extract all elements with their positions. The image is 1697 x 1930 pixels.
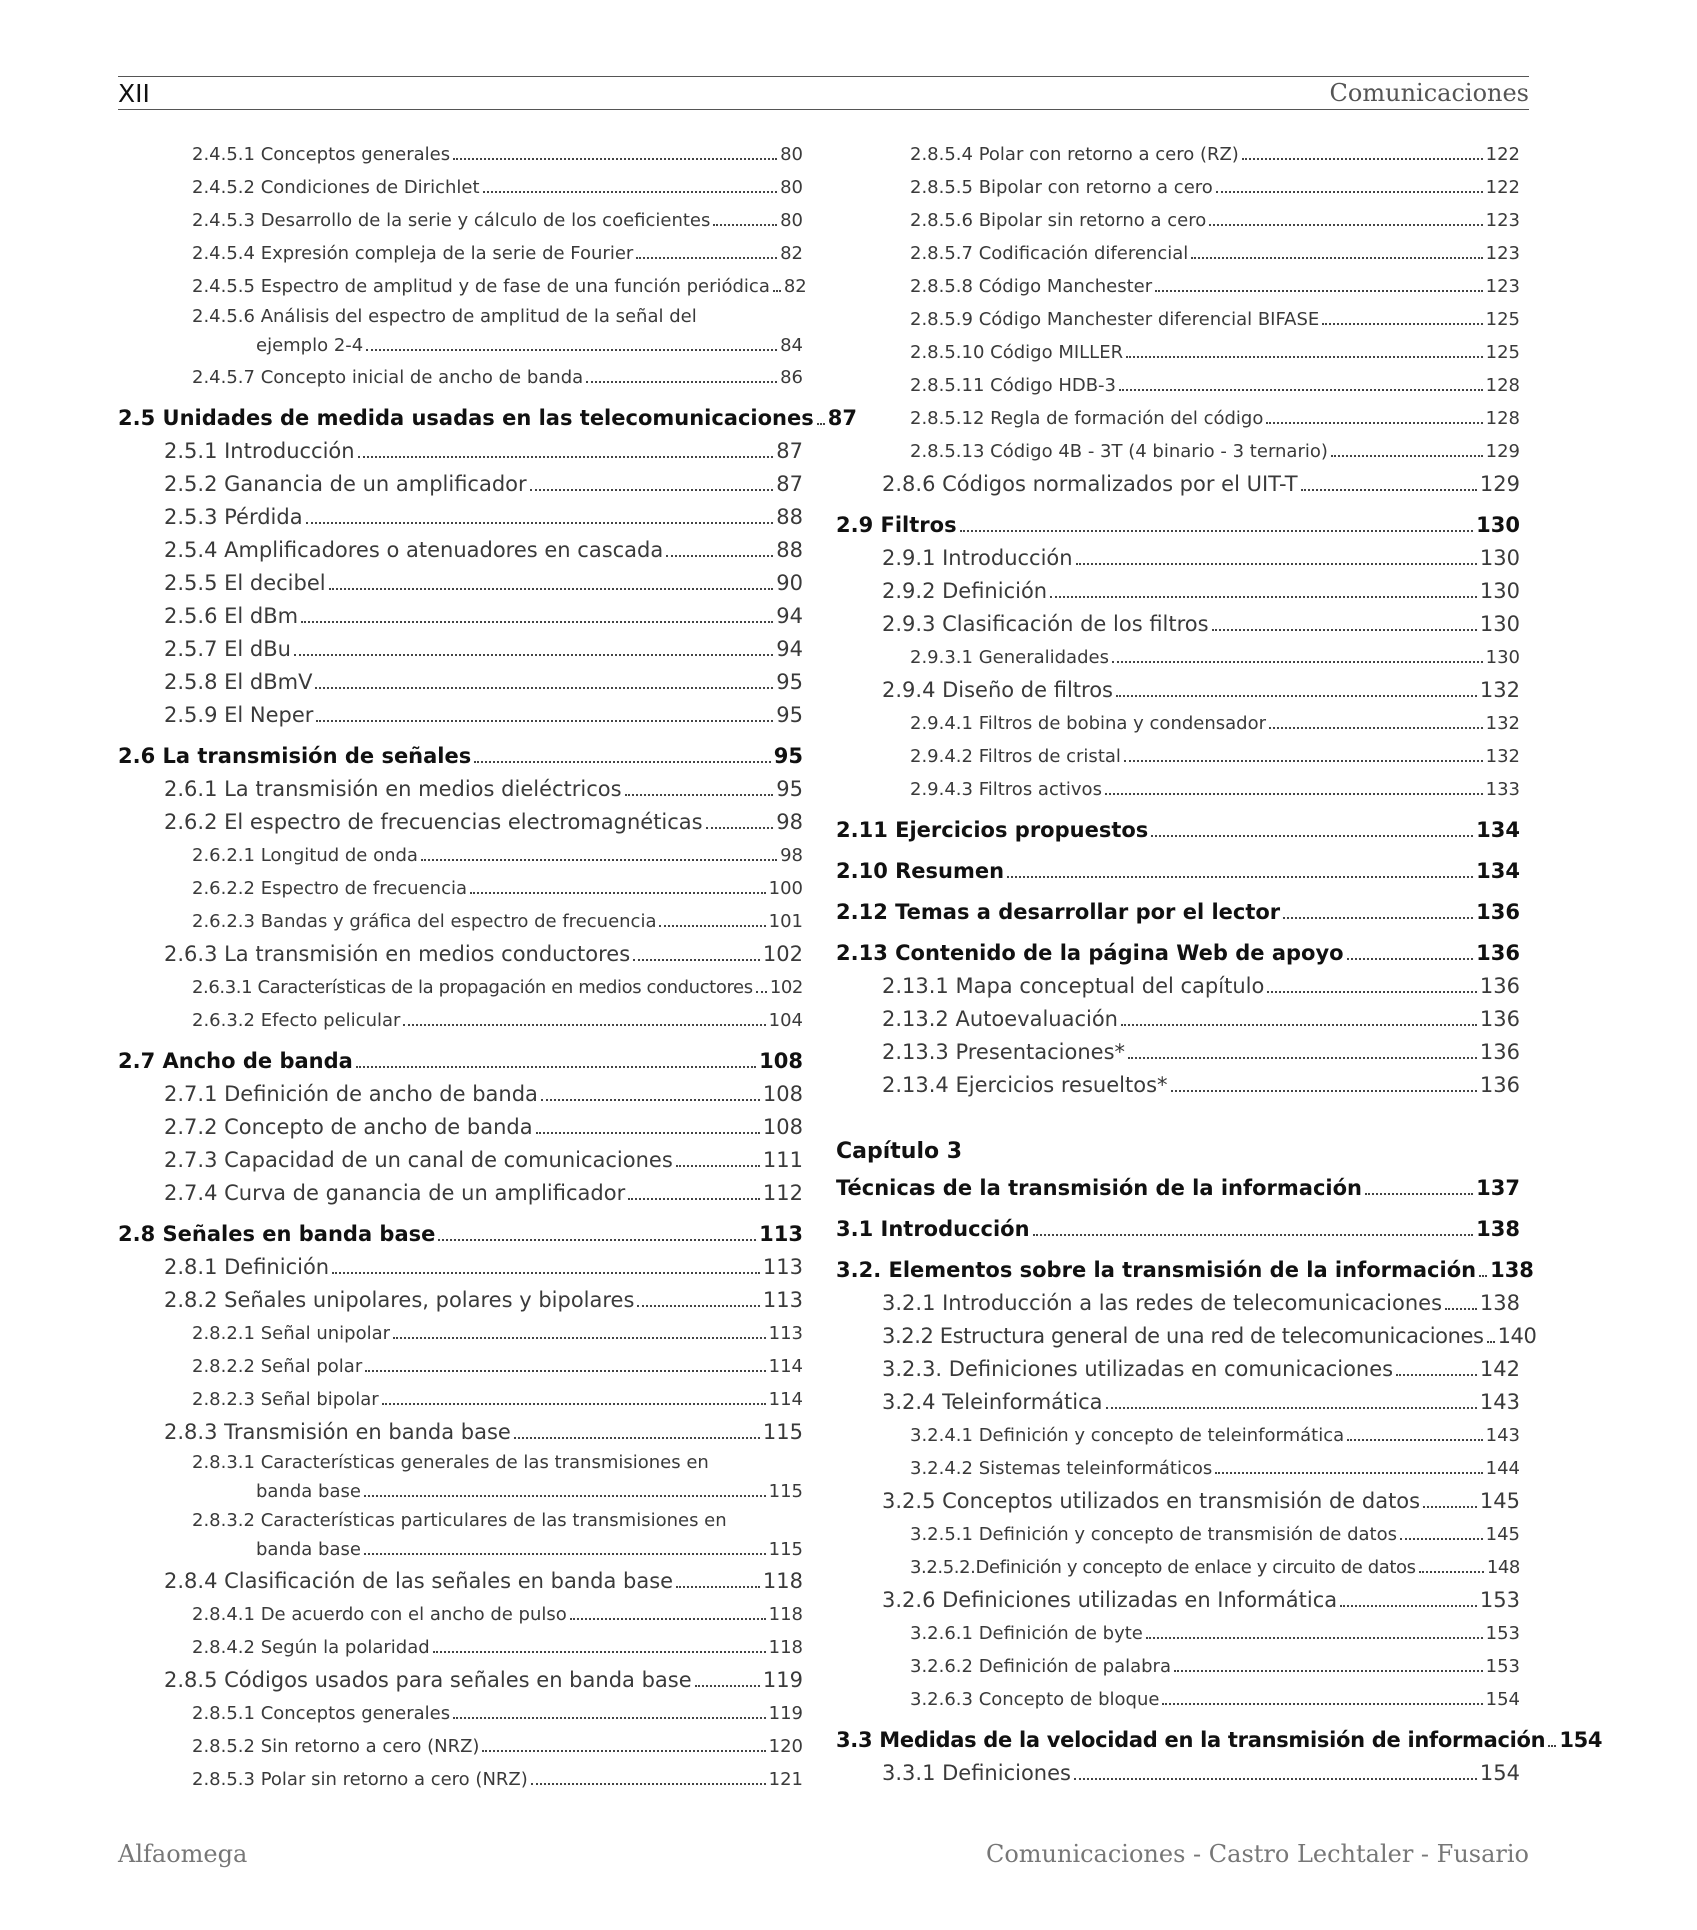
toc-entry[interactable]: 3.3.1 Definiciones 154: [882, 1761, 1520, 1785]
toc-section[interactable]: 3.3 Medidas de la velocidad en la transmisión de información 154: [836, 1728, 1603, 1752]
running-title: Comunicaciones: [1329, 79, 1529, 107]
toc-section[interactable]: 2.13 Contenido de la página Web de apoyo 136: [836, 941, 1520, 965]
toc-entry[interactable]: 2.4.5.2 Condiciones de Dirichlet 80: [192, 177, 803, 198]
toc-entry[interactable]: 2.4.5.3 Desarrollo de la serie y cálculo de los coeficientes 80: [192, 210, 803, 231]
toc-entry[interactable]: 2.6.3 La transmisión en medios conductores 102: [164, 942, 803, 966]
page-header: [118, 76, 1529, 110]
toc-right-column: [836, 138, 1603, 1790]
toc-entry[interactable]: 2.5.5 El decibel 90: [164, 571, 803, 595]
toc-entry[interactable]: 2.7.1 Definición de ancho de banda 108: [164, 1082, 803, 1106]
toc-entry[interactable]: 2.9.4 Diseño de filtros 132: [882, 678, 1520, 702]
toc-entry[interactable]: 2.8.5.9 Código Manchester diferencial BIFASE 125: [910, 309, 1520, 330]
toc-entry[interactable]: 2.4.5.4 Expresión compleja de la serie de Fourier 82: [192, 243, 803, 264]
toc-entry[interactable]: 2.6.2.1 Longitud de onda 98: [192, 845, 803, 866]
toc-entry[interactable]: 2.7.4 Curva de ganancia de un amplificador 112: [164, 1181, 803, 1205]
toc-entry[interactable]: 2.8.1 Definición 113: [164, 1255, 803, 1279]
toc-section[interactable]: 2.5 Unidades de medida usadas en las telecomunicaciones 87: [118, 406, 857, 430]
toc-entry[interactable]: 2.8.2.3 Señal bipolar 114: [192, 1389, 803, 1410]
toc-entry[interactable]: 2.8.4 Clasificación de las señales en banda base 118: [164, 1569, 803, 1593]
toc-entry[interactable]: 2.8.5 Códigos usados para señales en banda base 119: [164, 1668, 803, 1692]
chapter-heading: Capítulo 3: [836, 1139, 963, 1164]
toc-entry[interactable]: 2.8.5.3 Polar sin retorno a cero (NRZ) 121: [192, 1769, 803, 1790]
toc-entry[interactable]: 2.13.1 Mapa conceptual del capítulo 136: [882, 974, 1520, 998]
page-number: XII: [118, 79, 150, 108]
toc-entry[interactable]: 2.6.3.2 Efecto pelicular 104: [192, 1010, 803, 1031]
toc-entry[interactable]: 3.2.5.1 Definición y concepto de transmisión de datos 145: [910, 1524, 1520, 1545]
toc-section[interactable]: 2.9 Filtros 130: [836, 513, 1520, 537]
toc-entry[interactable]: 2.8.6 Códigos normalizados por el UIT-T 129: [882, 472, 1520, 496]
toc-entry[interactable]: 2.8.4.2 Según la polaridad 118: [192, 1637, 803, 1658]
toc-entry[interactable]: 2.13.4 Ejercicios resueltos* 136: [882, 1073, 1520, 1097]
toc-entry[interactable]: 2.8.2.1 Señal unipolar 113: [192, 1323, 803, 1344]
toc-section[interactable]: 2.10 Resumen 134: [836, 859, 1520, 883]
toc-entry[interactable]: 2.4.5.6 Análisis del espectro de amplitud de la señal del ejemplo 2-4 84: [192, 306, 803, 356]
toc-entry[interactable]: 3.2.2 Estructura general de una red de telecomunicaciones 140: [882, 1324, 1537, 1348]
toc-entry[interactable]: 3.2.4.1 Definición y concepto de teleinformática 143: [910, 1425, 1520, 1446]
toc-entry[interactable]: 2.7.3 Capacidad de un canal de comunicaciones 111: [164, 1148, 803, 1172]
toc-entry[interactable]: 2.8.5.6 Bipolar sin retorno a cero 123: [910, 210, 1520, 231]
toc-entry[interactable]: 2.5.2 Ganancia de un amplificador 87: [164, 472, 803, 496]
toc-entry[interactable]: 2.5.9 El Neper 95: [164, 703, 803, 727]
toc-entry[interactable]: 3.2.6.3 Concepto de bloque 154: [910, 1689, 1520, 1710]
toc-entry[interactable]: 3.2.6 Definiciones utilizadas en Informática 153: [882, 1588, 1520, 1612]
toc-entry[interactable]: 2.9.4.3 Filtros activos 133: [910, 779, 1520, 800]
toc-entry[interactable]: 2.8.5.1 Conceptos generales 119: [192, 1703, 803, 1724]
toc-section[interactable]: 2.8 Señales en banda base 113: [118, 1222, 803, 1246]
toc-entry[interactable]: 3.2.4.2 Sistemas teleinformáticos 144: [910, 1458, 1520, 1479]
toc-entry[interactable]: 2.6.2.3 Bandas y gráfica del espectro de frecuencia 101: [192, 911, 803, 932]
toc-entry[interactable]: 3.2.1 Introducción a las redes de telecomunicaciones 138: [882, 1291, 1520, 1315]
footer-publisher: Alfaomega: [118, 1840, 248, 1868]
toc-entry[interactable]: 2.5.6 El dBm 94: [164, 604, 803, 628]
toc-entry[interactable]: 2.9.2 Definición 130: [882, 579, 1520, 603]
toc-entry[interactable]: 2.9.4.2 Filtros de cristal 132: [910, 746, 1520, 767]
toc-section[interactable]: 3.1 Introducción 138: [836, 1217, 1520, 1241]
toc-entry[interactable]: 2.8.5.10 Código MILLER 125: [910, 342, 1520, 363]
toc-section[interactable]: 2.12 Temas a desarrollar por el lector 136: [836, 900, 1520, 924]
toc-entry[interactable]: 2.5.1 Introducción 87: [164, 439, 803, 463]
toc-entry[interactable]: 2.5.4 Amplificadores o atenuadores en cascada 88: [164, 538, 803, 562]
toc-entry[interactable]: 2.8.3.1 Características generales de las transmisiones en banda base 115: [192, 1452, 803, 1502]
toc-chapter-title[interactable]: Técnicas de la transmisión de la información 137: [836, 1176, 1520, 1200]
toc-entry[interactable]: 3.2.3. Definiciones utilizadas en comunicaciones 142: [882, 1357, 1520, 1381]
toc-entry[interactable]: 2.9.3.1 Generalidades 130: [910, 647, 1520, 668]
toc-entry[interactable]: 2.8.2 Señales unipolares, polares y bipolares 113: [164, 1288, 803, 1312]
toc-section[interactable]: 2.6 La transmisión de señales 95: [118, 744, 803, 768]
toc-entry[interactable]: 2.8.5.12 Regla de formación del código 128: [910, 408, 1520, 429]
toc-entry[interactable]: 3.2.5.2.Definición y concepto de enlace y circuito de datos 148: [910, 1557, 1520, 1578]
toc-entry[interactable]: 2.4.5.7 Concepto inicial de ancho de banda 86: [192, 367, 803, 388]
toc-entry[interactable]: 2.8.2.2 Señal polar 114: [192, 1356, 803, 1377]
toc-entry[interactable]: 2.6.2.2 Espectro de frecuencia 100: [192, 878, 803, 899]
toc-section[interactable]: 2.7 Ancho de banda 108: [118, 1049, 803, 1073]
toc-entry[interactable]: 2.5.3 Pérdida 88: [164, 505, 803, 529]
toc-entry[interactable]: 2.5.8 El dBmV 95: [164, 670, 803, 694]
toc-entry[interactable]: 2.13.3 Presentaciones* 136: [882, 1040, 1520, 1064]
toc-entry[interactable]: 2.4.5.5 Espectro de amplitud y de fase de una función periódica 82: [192, 276, 807, 297]
toc-entry[interactable]: 2.9.1 Introducción 130: [882, 546, 1520, 570]
toc-entry[interactable]: 2.8.4.1 De acuerdo con el ancho de pulso 118: [192, 1604, 803, 1625]
toc-entry[interactable]: 2.5.7 El dBu 94: [164, 637, 803, 661]
toc-entry[interactable]: 3.2.6.2 Definición de palabra 153: [910, 1656, 1520, 1677]
toc-entry[interactable]: 2.7.2 Concepto de ancho de banda 108: [164, 1115, 803, 1139]
toc-entry[interactable]: 2.13.2 Autoevaluación 136: [882, 1007, 1520, 1031]
toc-entry[interactable]: 3.2.4 Teleinformática 143: [882, 1390, 1520, 1414]
toc-entry[interactable]: 2.8.5.5 Bipolar con retorno a cero 122: [910, 177, 1520, 198]
toc-entry[interactable]: 2.8.5.8 Código Manchester 123: [910, 276, 1520, 297]
toc-section[interactable]: 2.11 Ejercicios propuestos 134: [836, 818, 1520, 842]
toc-entry[interactable]: 2.8.5.7 Codificación diferencial 123: [910, 243, 1520, 264]
toc-entry[interactable]: 2.9.3 Clasificación de los filtros 130: [882, 612, 1520, 636]
toc-entry[interactable]: 2.8.5.13 Código 4B - 3T (4 binario - 3 ternario) 129: [910, 441, 1520, 462]
toc-entry[interactable]: 2.9.4.1 Filtros de bobina y condensador 132: [910, 713, 1520, 734]
toc-entry[interactable]: 2.6.2 El espectro de frecuencias electromagnéticas 98: [164, 810, 803, 834]
toc-entry[interactable]: 3.2.6.1 Definición de byte 153: [910, 1623, 1520, 1644]
toc-entry[interactable]: 3.2.5 Conceptos utilizados en transmisión de datos 145: [882, 1489, 1520, 1513]
toc-entry[interactable]: 2.8.5.2 Sin retorno a cero (NRZ) 120: [192, 1736, 803, 1757]
toc-left-column: [118, 138, 857, 1796]
toc-entry[interactable]: 2.4.5.1 Conceptos generales 80: [192, 144, 803, 165]
footer-book-title: Comunicaciones - Castro Lechtaler - Fusario: [985, 1840, 1529, 1868]
toc-entry[interactable]: 2.8.5.11 Código HDB-3 128: [910, 375, 1520, 396]
toc-entry[interactable]: 2.6.3.1 Características de la propagación en medios conductores 102: [192, 977, 803, 998]
toc-section[interactable]: 3.2. Elementos sobre la transmisión de la información 138: [836, 1258, 1534, 1282]
toc-entry[interactable]: 2.8.3 Transmisión en banda base 115: [164, 1420, 803, 1444]
toc-entry[interactable]: 2.6.1 La transmisión en medios dieléctricos 95: [164, 777, 803, 801]
toc-entry[interactable]: 2.8.5.4 Polar con retorno a cero (RZ) 122: [910, 144, 1520, 165]
toc-entry[interactable]: 2.8.3.2 Características particulares de las transmisiones en banda base 115: [192, 1510, 803, 1560]
